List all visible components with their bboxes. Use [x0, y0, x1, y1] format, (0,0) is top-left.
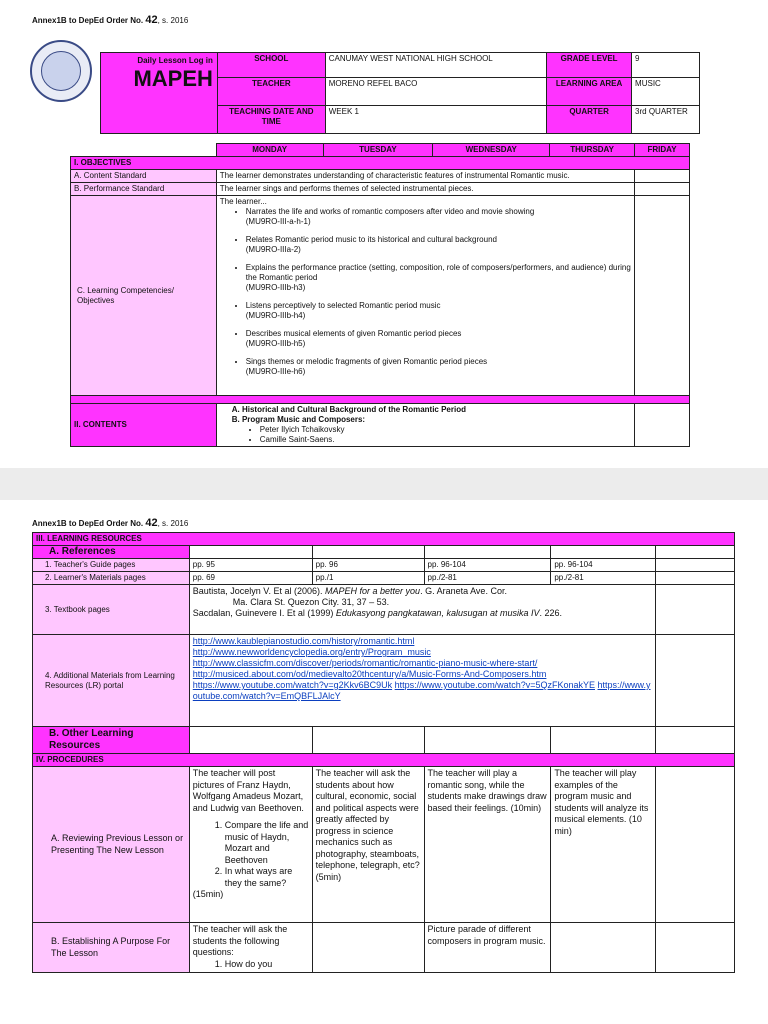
lm-tuesday: pp./1: [312, 572, 424, 585]
composer-item: • Camille Saint-Saens.: [260, 435, 631, 445]
contents-cell: [216, 404, 634, 447]
page-2: [0, 500, 768, 1024]
annex-caption: Annex1B to DepEd Order No. 42, s. 2016: [32, 517, 189, 529]
additional-materials-label: 4. Additional Materials from Learning Resources (LR) portal: [33, 635, 190, 727]
deped-seal-logo: [30, 40, 92, 102]
textbook-cell: Bautista, Jocelyn V. Et al (2006). MAPEH for a better you. G. Araneta Ave. Cor. Ma. Clara St. Quezon City. 31, 37 – 53. Sacdalan, Guinevere I. Et al (1999) Edukasyong pangkatawan, kalusugan at musika IV. 226.: [189, 585, 655, 635]
youtube-link[interactable]: https://www.youtube.com/watch?v=g2Kkv6BC9Uk: [192, 680, 393, 690]
lm-thursday: pp./2-81: [551, 572, 656, 585]
establishing-purpose-label: B. Establishing A Purpose For The Lesson: [33, 923, 190, 973]
day-header-thursday: THURSDAY: [550, 144, 635, 157]
teaching-date-value: WEEK 1: [325, 106, 546, 134]
review-question: 1. Compare the life and music of Haydn, Mozart and Beethoven: [225, 820, 309, 866]
competency-item: • Sings themes or melodic fragments of given Romantic period pieces (MU9RO-IIIe-h6): [246, 357, 631, 377]
learning-area-value: MUSIC: [632, 78, 700, 106]
competency-item: • Relates Romantic period music to its historical and cultural background (MU9RO-IIIa-2): [246, 235, 631, 255]
learners-materials-label: 2. Learner's Materials pages: [33, 572, 190, 585]
quarter-value: 3rd QUARTER: [632, 106, 700, 134]
review-wednesday: The teacher will play a romantic song, while the students make drawings draw based their feelings. (10min): [424, 767, 551, 923]
page-1: [0, 0, 768, 468]
procedures-heading: IV. PROCEDURES: [33, 754, 735, 767]
teaching-date-label: TEACHING DATE AND TIME: [217, 106, 325, 134]
competencies-intro: The learner...: [219, 197, 267, 206]
resource-link[interactable]: http://musiced.about.com/od/medievalto20thcentury/a/Music-Forms-And-Composers.htm: [192, 669, 547, 679]
day-header-tuesday: TUESDAY: [323, 144, 433, 157]
tg-monday: pp. 95: [189, 559, 312, 572]
youtube-link[interactable]: https://www.youtube.com/watch?v=EmQBFLJAlcY: [192, 680, 651, 701]
objectives-table: [70, 143, 690, 447]
competencies-label: C. Learning Competencies/ Objectives: [71, 196, 217, 396]
review-thursday: The teacher will play examples of the program music and students will analyze its musical elements. (10 min): [551, 767, 656, 923]
teacher-value: MORENO REFEL BACO: [325, 78, 546, 106]
review-question: 2. In what ways are they the same?: [225, 866, 309, 889]
dll-label: Daily Lesson Log in: [137, 56, 213, 65]
competencies-cell: [216, 196, 634, 396]
dll-title-cell: [101, 53, 218, 134]
lm-monday: pp. 69: [189, 572, 312, 585]
annex-caption: Annex1B to DepEd Order No. 42, s. 2016: [32, 14, 189, 26]
quarter-label: QUARTER: [547, 106, 632, 134]
reviewing-lesson-label: A. Reviewing Previous Lesson or Presenting The New Lesson: [33, 767, 190, 923]
school-label: SCHOOL: [217, 53, 325, 78]
youtube-link[interactable]: https://www.youtube.com/watch?v=5QzFKonakYE: [394, 680, 595, 690]
content-standard-value: The learner demonstrates understanding of characteristic features of instrumental Romantic music.: [216, 170, 634, 183]
teacher-label: TEACHER: [217, 78, 325, 106]
contents-heading: II. CONTENTS: [71, 404, 217, 447]
competency-item: • Narrates the life and works of romantic composers after video and movie showing (MU9RO-III-a-h-1): [246, 207, 631, 227]
composer-item: • Peter Ilyich Tchaikovsky: [260, 425, 631, 435]
additional-materials-cell: [189, 635, 655, 727]
resource-link[interactable]: http://www.classicfm.com/discover/periods/romantic/romantic-piano-music-where-start/: [192, 658, 538, 668]
day-header-friday: FRIDAY: [635, 144, 690, 157]
resource-link[interactable]: http://www.newworldencyclopedia.org/entry/Program_music: [192, 647, 431, 657]
purpose-question: 1. How do you: [225, 959, 309, 971]
teachers-guide-label: 1. Teacher's Guide pages: [33, 559, 190, 572]
references-label: A. References: [33, 546, 190, 559]
objectives-heading: I. OBJECTIVES: [71, 157, 690, 170]
contents-a: A. Historical and Cultural Background of the Romantic Period: [231, 405, 466, 414]
tg-tuesday: pp. 96: [312, 559, 424, 572]
other-resources-label: B. Other Learning Resources: [33, 727, 190, 754]
purpose-wednesday: Picture parade of different composers in program music.: [424, 923, 551, 973]
header-table: [100, 52, 700, 134]
day-header-wednesday: WEDNESDAY: [433, 144, 550, 157]
textbook-label: 3. Textbook pages: [33, 585, 190, 635]
resources-table: [32, 532, 735, 973]
purpose-monday: The teacher will ask the students the following questions: 1. How do you: [189, 923, 312, 973]
learning-area-label: LEARNING AREA: [547, 78, 632, 106]
lm-wednesday: pp./2-81: [424, 572, 551, 585]
content-standard-label: A. Content Standard: [71, 170, 217, 183]
grade-level-value: 9: [632, 53, 700, 78]
contents-b: B. Program Music and Composers:: [231, 415, 366, 424]
subject-title: MAPEH: [133, 66, 213, 91]
competency-item: • Describes musical elements of given Romantic period pieces (MU9RO-IIIb-h5): [246, 329, 631, 349]
review-monday: The teacher will post pictures of Franz Haydn, Wolfgang Amadeus Mozart, and Ludwig van Beethoven. 1. Compare the life and music of Haydn, Mozart and Beethoven 2. In what ways are they the same? (15min): [189, 767, 312, 923]
competency-item: • Explains the performance practice (setting, composition, role of composers/performers, and audience) during the Romantic period (MU9RO-IIIb-h3): [246, 263, 631, 293]
school-value: CANUMAY WEST NATIONAL HIGH SCHOOL: [325, 53, 546, 78]
learning-resources-heading: III. LEARNING RESOURCES: [33, 533, 735, 546]
competencies-list: [220, 207, 631, 377]
performance-standard-value: The learner sings and performs themes of selected instrumental pieces.: [216, 183, 634, 196]
performance-standard-label: B. Performance Standard: [71, 183, 217, 196]
competency-item: • Listens perceptively to selected Romantic period music (MU9RO-IIIb-h4): [246, 301, 631, 321]
tg-wednesday: pp. 96-104: [424, 559, 551, 572]
resource-link[interactable]: http://www.kaublepianostudio.com/history/romantic.html: [192, 636, 415, 646]
review-tuesday: The teacher will ask the students about how cultural, economic, social and political aspects were greatly affected by progress in science mechanics such as photography, steamboats, telephone, telegraph, etc? (5min): [312, 767, 424, 923]
tg-thursday: pp. 96-104: [551, 559, 656, 572]
grade-level-label: GRADE LEVEL: [547, 53, 632, 78]
day-header-monday: MONDAY: [216, 144, 323, 157]
